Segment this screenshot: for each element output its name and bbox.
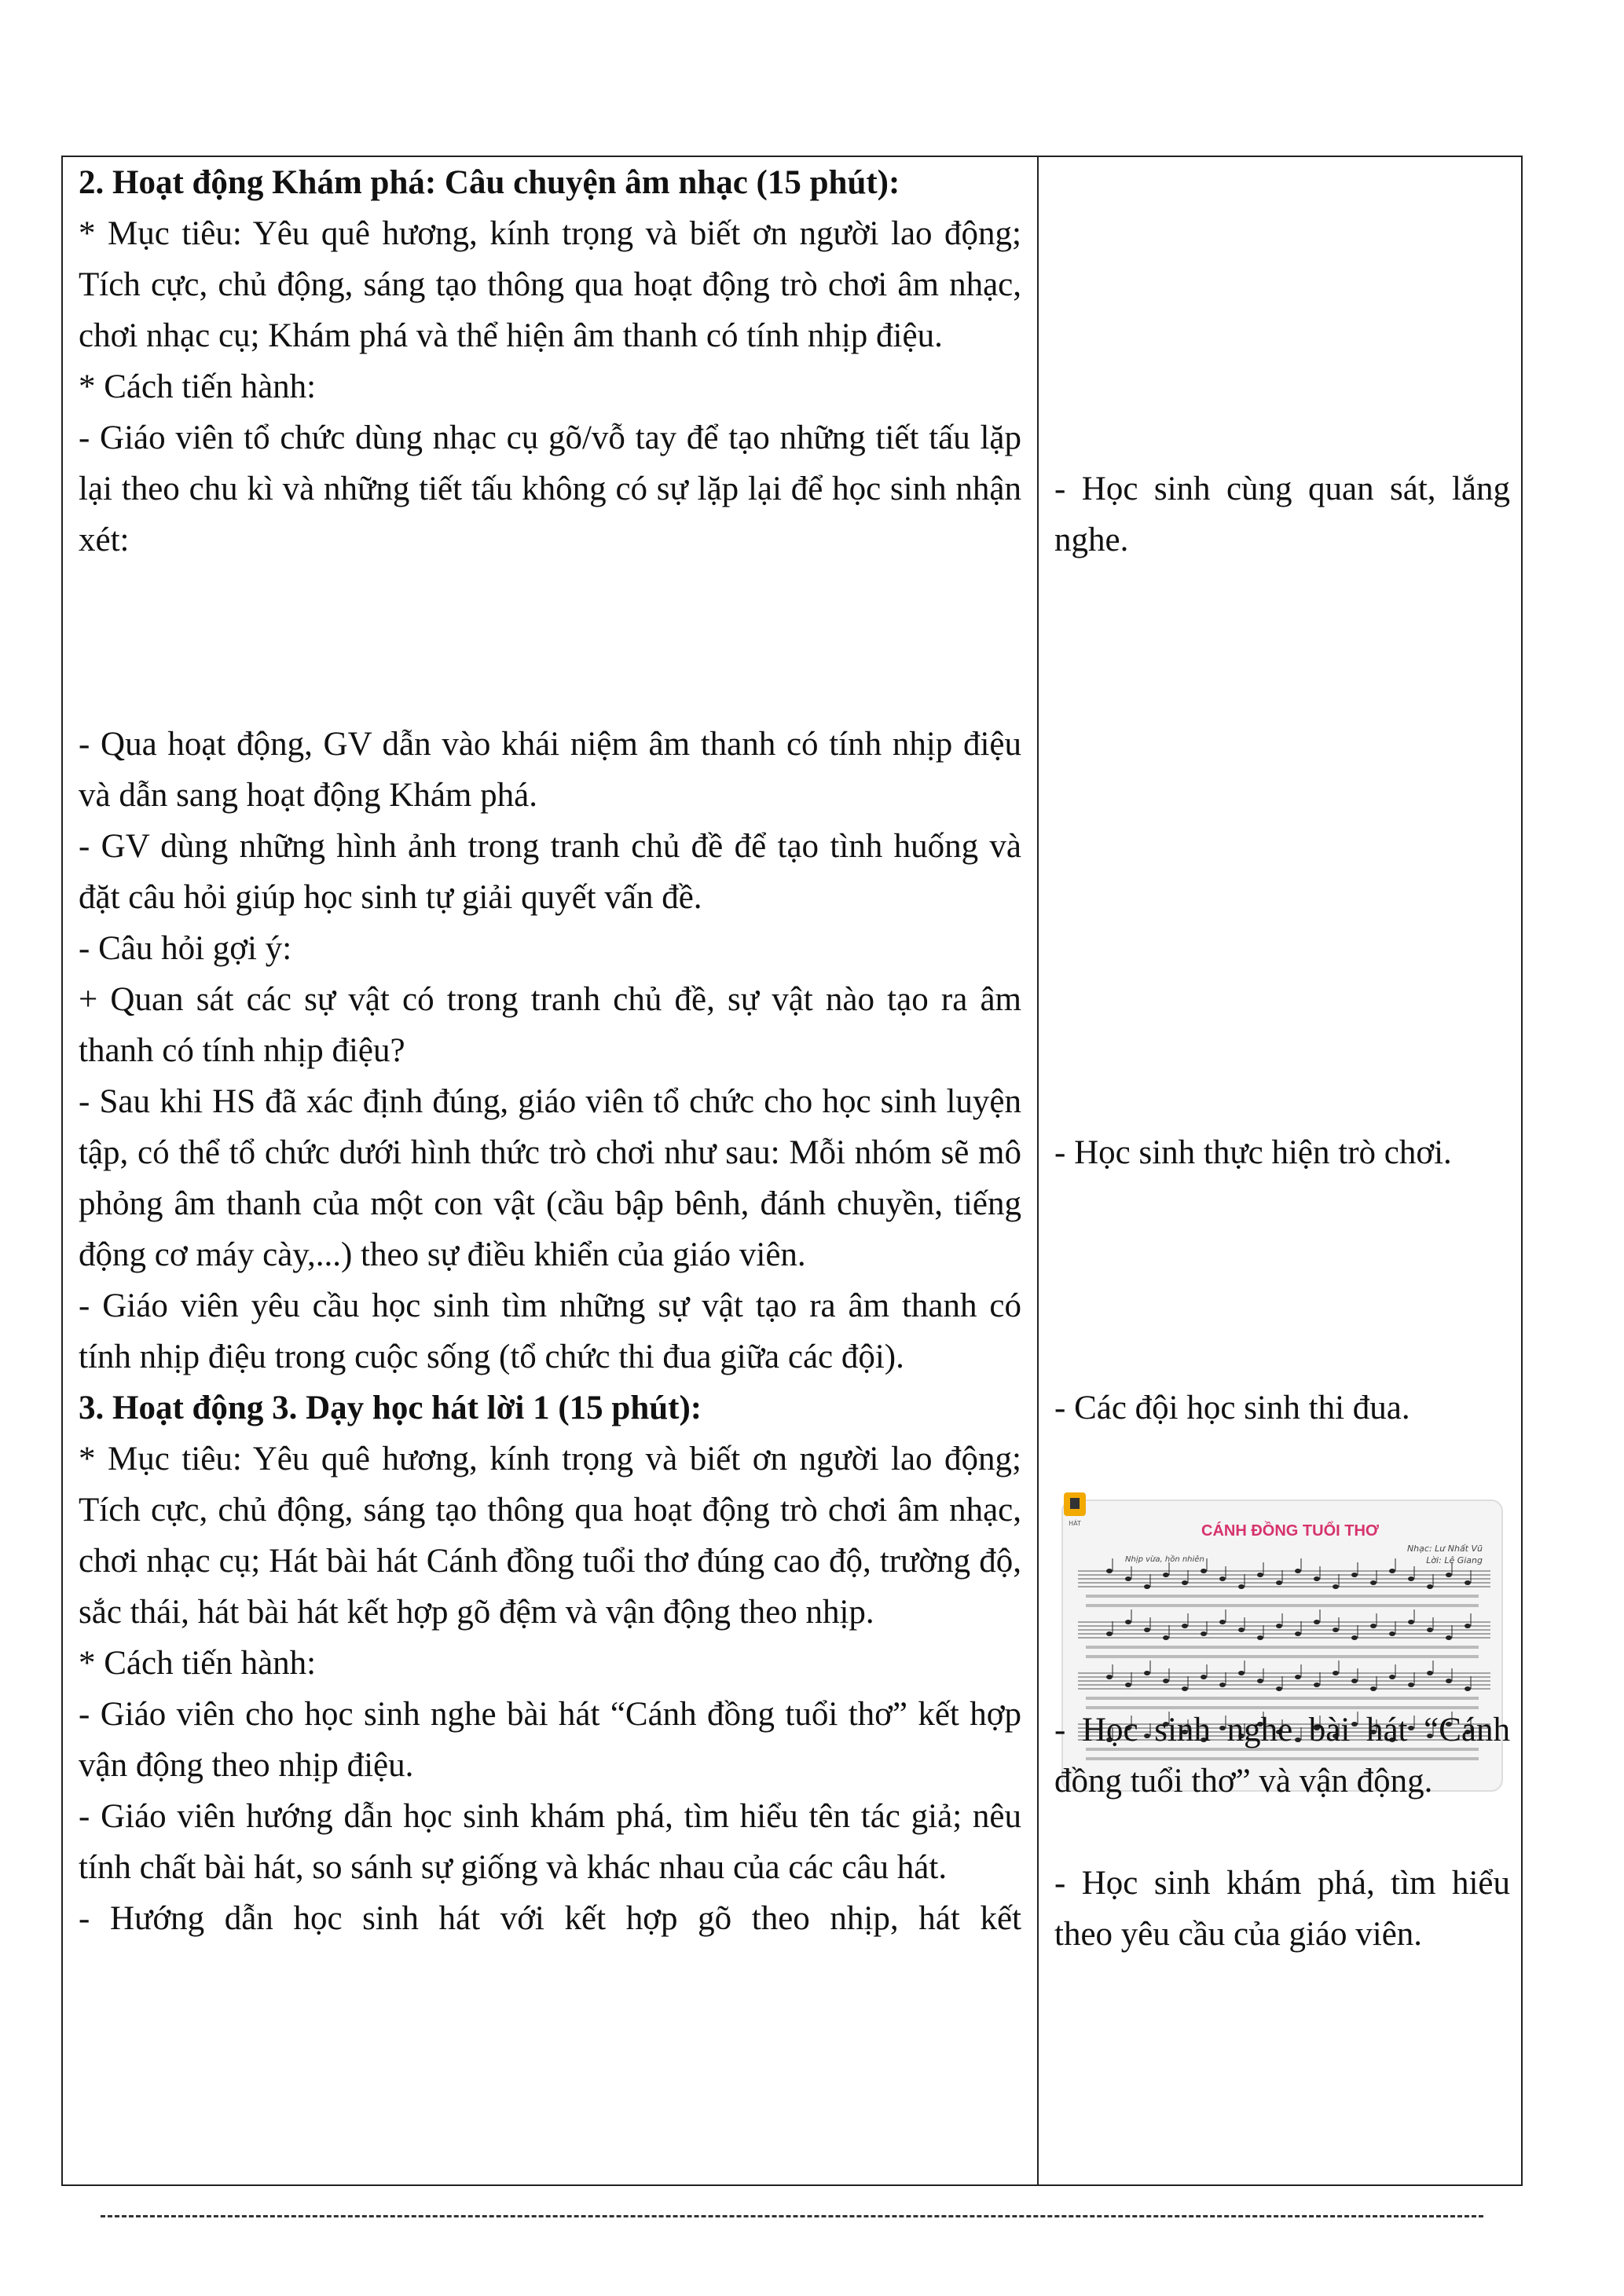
note-head (1408, 1620, 1414, 1624)
note-head (1314, 1683, 1320, 1687)
lyric-line (1086, 1697, 1479, 1700)
note-head (1389, 1631, 1395, 1636)
note-head (1144, 1584, 1150, 1589)
note-head (1446, 1573, 1452, 1577)
note-head (1408, 1683, 1414, 1687)
note-head (1446, 1635, 1452, 1640)
note-head (1125, 1620, 1131, 1624)
note-head (1125, 1576, 1131, 1581)
note-head (1314, 1576, 1320, 1581)
teacher-step-picture: - GV dùng những hình ảnh trong tranh chủ đề để tạo tình huống và đặt câu hỏi giúp học sinh tự giải quyết vấn đề. (79, 828, 1021, 916)
note-head (1106, 1569, 1113, 1573)
note-head (1351, 1635, 1358, 1640)
note-head (1389, 1675, 1395, 1679)
note-head (1427, 1628, 1433, 1632)
note-head (1219, 1576, 1226, 1581)
lyric-line (1086, 1646, 1479, 1649)
student-listen: - Học sinh nghe bài hát “Cánh đồng tuổi thơ” và vận động. (1054, 1712, 1510, 1800)
svg-text:Nhịp vừa, hồn nhiên: Nhịp vừa, hồn nhiên (1125, 1555, 1204, 1564)
note-head (1295, 1675, 1301, 1679)
section-3-objective: * Mục tiêu: Yêu quê hương, kính trọng và biết ơn người lao động; Tích cực, chủ động, sáng tạo thông qua hoạt động trò chơi âm nhạc, chơi nhạc cụ; Hát bài hát Cánh đồng tuổi thơ đúng cao độ, trường độ, sắc thái, hát bài hát kết hợp gõ đệm và vận động theo nhịp. (79, 1441, 1021, 1631)
note-head (1427, 1584, 1433, 1589)
note-head (1257, 1573, 1263, 1577)
teacher-step-sing: - Hướng dẫn học sinh hát với kết hợp gõ theo nhịp, hát kết (79, 1900, 1021, 1937)
svg-text:HÁT: HÁT (1069, 1520, 1081, 1527)
teacher-step-listen: - Giáo viên cho học sinh nghe bài hát “Cánh đồng tuổi thơ” kết hợp vận động theo nhịp điệu. (79, 1696, 1021, 1784)
note-head (1351, 1573, 1358, 1577)
note-head (1446, 1679, 1452, 1683)
teacher-step-questions-label: - Câu hỏi gợi ý: (79, 930, 292, 967)
note-head (1370, 1686, 1377, 1691)
note-head (1238, 1628, 1245, 1632)
teacher-activities-column (79, 157, 1021, 1944)
note-head (1351, 1679, 1358, 1683)
note-head (1144, 1628, 1150, 1632)
teacher-step-game: - Sau khi HS đã xác định đúng, giáo viên tổ chức cho học sinh luyện tập, có thể tổ chức dưới hình thức trò chơi như sau: Mỗi nhóm sẽ mô phỏng âm thanh của một con vật (cầu bập bênh, đánh chuyền, tiếng động cơ máy cày,...) theo sự điều khiển của giáo viên. (79, 1083, 1021, 1273)
student-explore: - Học sinh khám phá, tìm hiểu theo yêu cầu của giáo viên. (1054, 1865, 1510, 1953)
note-head (1333, 1628, 1339, 1632)
note-head (1238, 1671, 1245, 1675)
svg-text:Lời: Lê Giang: Lời: Lê Giang (1426, 1555, 1483, 1565)
note-head (1106, 1631, 1113, 1636)
note-head (1163, 1679, 1169, 1683)
lyric-line (1086, 1655, 1479, 1658)
note-head (1314, 1620, 1320, 1624)
teacher-step-rhythm: - Giáo viên tổ chức dùng nhạc cụ gõ/vỗ tay để tạo những tiết tấu lặp lại theo chu kì và những tiết tấu không có sự lặp lại để học sinh nhận xét: (79, 419, 1021, 558)
note-head (1276, 1580, 1282, 1585)
svg-text:Nhạc: Lư Nhất Vũ: Nhạc: Lư Nhất Vũ (1406, 1543, 1483, 1554)
lyric-line (1086, 1595, 1479, 1598)
note-head (1201, 1631, 1207, 1636)
note-head (1219, 1683, 1226, 1687)
note-head (1144, 1671, 1150, 1675)
note-head (1295, 1569, 1301, 1573)
section-3-method-label: * Cách tiến hành: (79, 1645, 317, 1682)
note-head (1370, 1580, 1377, 1585)
student-compete: - Các đội học sinh thi đua. (1054, 1390, 1410, 1426)
teacher-step-explore: - Giáo viên hướng dẫn học sinh khám phá, tìm hiểu tên tác giả; nêu tính chất bài hát, so sánh sự giống và khác nhau của các câu hát. (79, 1798, 1021, 1886)
section-2-heading: 2. Hoạt động Khám phá: Câu chuyện âm nhạc (15 phút): (79, 164, 900, 201)
note-head (1465, 1580, 1471, 1585)
note-head (1125, 1683, 1131, 1687)
note-head (1408, 1576, 1414, 1581)
note-head (1257, 1679, 1263, 1683)
note-head (1182, 1624, 1188, 1628)
note-head (1257, 1635, 1263, 1640)
note-head (1163, 1635, 1169, 1640)
note-head (1106, 1675, 1113, 1679)
note-head (1201, 1569, 1207, 1573)
note-head (1276, 1624, 1282, 1628)
section-3-heading: 3. Hoạt động 3. Dạy học hát lời 1 (15 phút): (79, 1390, 702, 1426)
svg-text:CÁNH ĐỒNG TUỔI THƠ: CÁNH ĐỒNG TUỔI THƠ (1201, 1522, 1379, 1540)
note-head (1182, 1686, 1188, 1691)
lyric-line (1086, 1604, 1479, 1607)
note-head (1389, 1569, 1395, 1573)
note-head (1333, 1671, 1339, 1675)
student-game: - Học sinh thực hiện trò chơi. (1054, 1134, 1452, 1171)
section-2-objective: * Mục tiêu: Yêu quê hương, kính trọng và biết ơn người lao động; Tích cực, chủ động, sáng tạo thông qua hoạt động trò chơi âm nhạc, chơi nhạc cụ; Khám phá và thể hiện âm thanh có tính nhịp điệu. (79, 215, 1021, 354)
note-head (1219, 1620, 1226, 1624)
lesson-table (61, 156, 1523, 2186)
note-head (1163, 1573, 1169, 1577)
teacher-step-question: + Quan sát các sự vật có trong tranh chủ đề, sự vật nào tạo ra âm thanh có tính nhịp điệu? (79, 981, 1021, 1069)
footer-dashed-line (101, 2215, 1483, 2217)
student-observe: - Học sinh cùng quan sát, lắng nghe. (1054, 471, 1510, 558)
note-head (1465, 1686, 1471, 1691)
note-head (1182, 1580, 1188, 1585)
note-head (1333, 1584, 1339, 1589)
teacher-step-competition: - Giáo viên yêu cầu học sinh tìm những sự vật tạo ra âm thanh có tính nhịp điệu trong cuộc sống (tổ chức thi đua giữa các đội). (79, 1287, 1021, 1375)
note-head (1370, 1624, 1377, 1628)
column-divider (1037, 157, 1039, 2184)
note-head (1295, 1631, 1301, 1636)
note-head (1238, 1584, 1245, 1589)
teacher-step-concept: - Qua hoạt động, GV dẫn vào khái niệm âm thanh có tính nhịp điệu và dẫn sang hoạt động Khám phá. (79, 726, 1021, 814)
note-head (1201, 1675, 1207, 1679)
section-2-method-label: * Cách tiến hành: (79, 368, 317, 405)
note-head (1465, 1624, 1471, 1628)
note-head (1427, 1671, 1433, 1675)
note-head (1276, 1686, 1282, 1691)
